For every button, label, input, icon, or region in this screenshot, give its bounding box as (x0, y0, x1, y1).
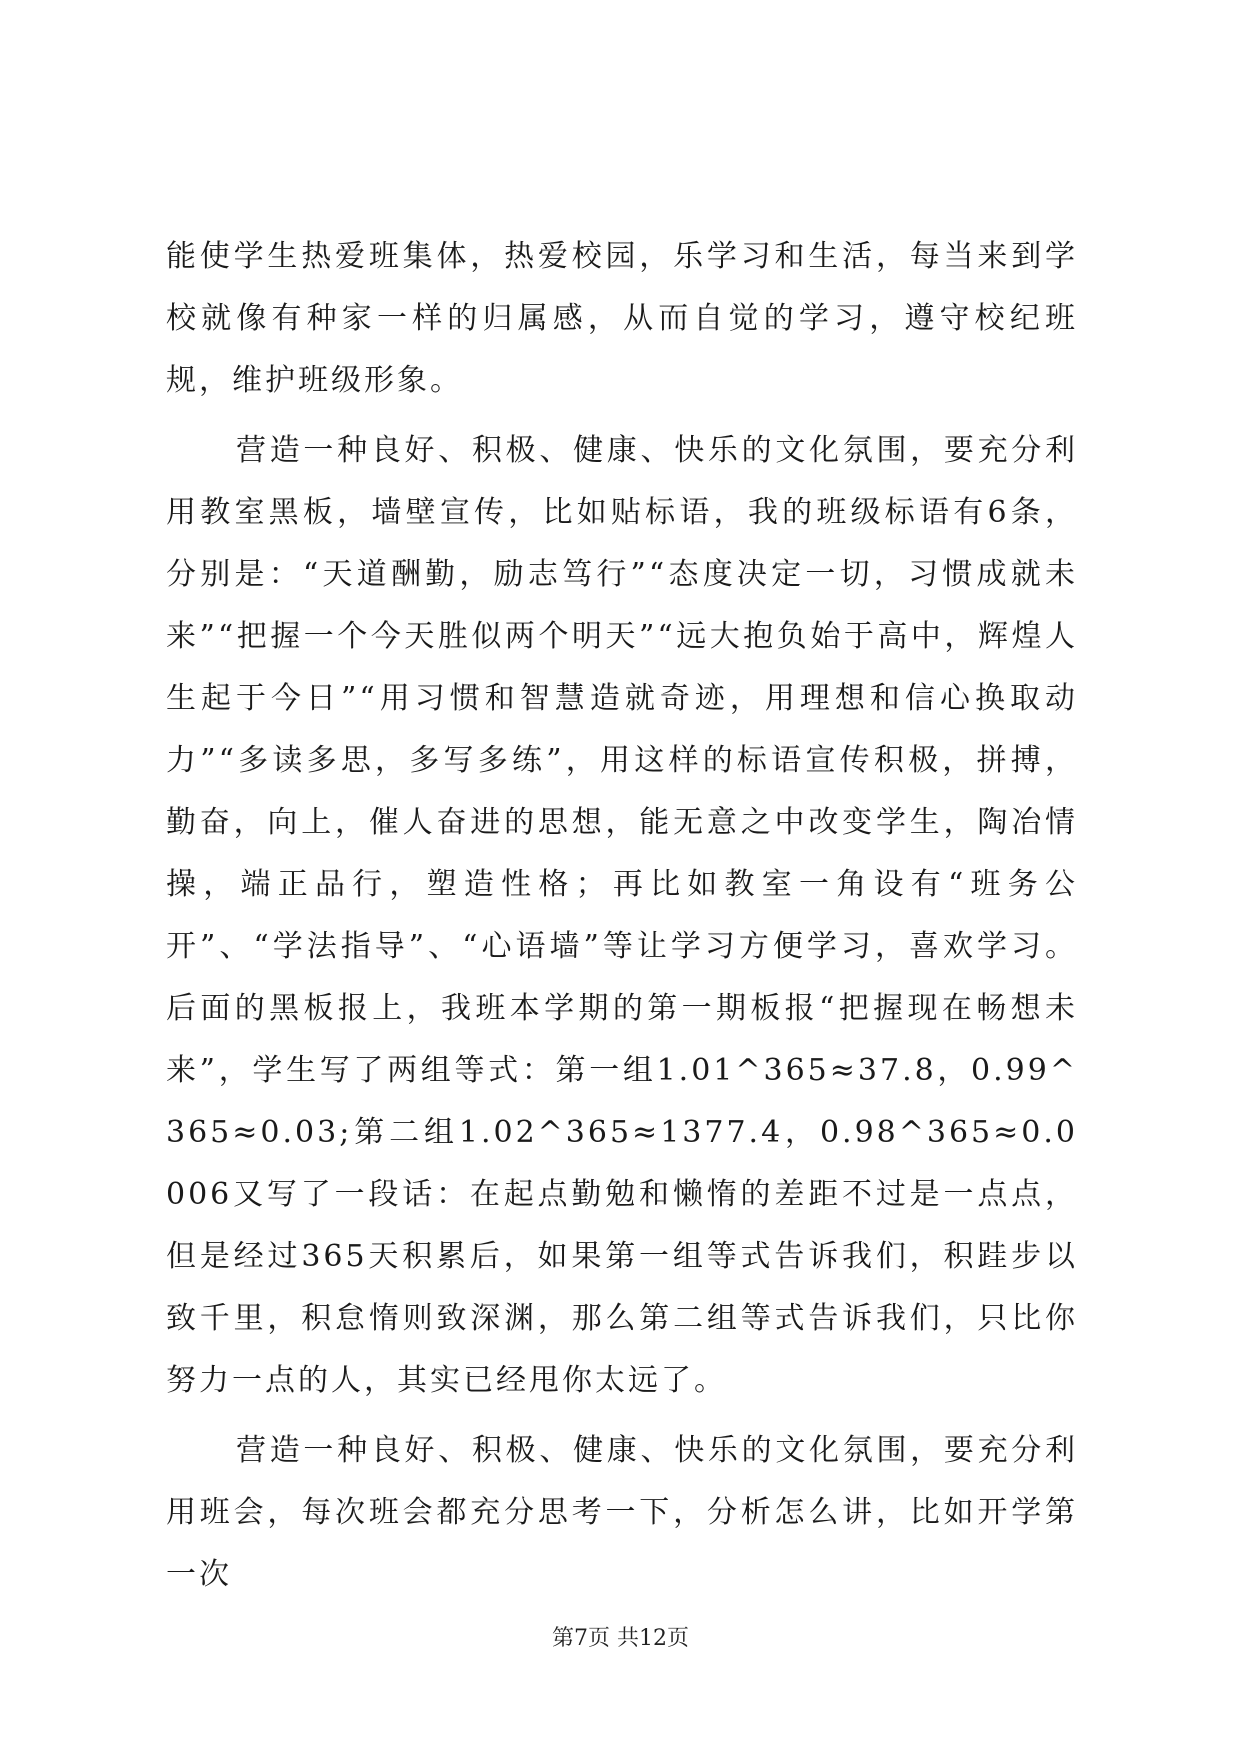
document-body (166, 226, 1078, 1606)
paragraph-2: 营造一种良好、积极、健康、快乐的文化氛围，要充分利用教室黑板，墙壁宣传，比如贴标语，我的班级标语有6条，分别是：“天道酬勤，励志笃行”“态度决定一切，习惯成就未来”“把握一个今天胜似两个明天”“远大抱负始于高中，辉煌人生起于今日”“用习惯和智慧造就奇迹，用理想和信心换取动力”“多读多思，多写多练”，用这样的标语宣传积极，拼搏，勤奋，向上，催人奋进的思想，能无意之中改变学生，陶冶情操，端正品行，塑造性格；再比如教室一角设有“班务公开”、“学法指导”、“心语墙”等让学习方便学习，喜欢学习。后面的黑板报上，我班本学期的第一期板报“把握现在畅想未来”，学生写了两组等式：第一组1.01^365≈37.8，0.99^365≈0.03;第二组1.02^365≈1377.4，0.98^365≈0.0006又写了一段话：在起点勤勉和懒惰的差距不过是一点点，但是经过365天积累后，如果第一组等式告诉我们，积跬步以致千里，积怠惰则致深渊，那么第二组等式告诉我们，只比你努力一点的人，其实已经甩你太远了。 (166, 433, 1078, 1398)
page-footer: 第7页 共12页 (552, 1626, 689, 1651)
paragraph-3: 营造一种良好、积极、健康、快乐的文化氛围，要充分利用班会，每次班会都充分思考一下，分析怎么讲，比如开学第一次 (166, 1433, 1078, 1592)
paragraph-1: 能使学生热爱班集体，热爱校园，乐学习和生活，每当来到学校就像有种家一样的归属感，从而自觉的学习，遵守校纪班规，维护班级形象。 (166, 239, 1078, 398)
